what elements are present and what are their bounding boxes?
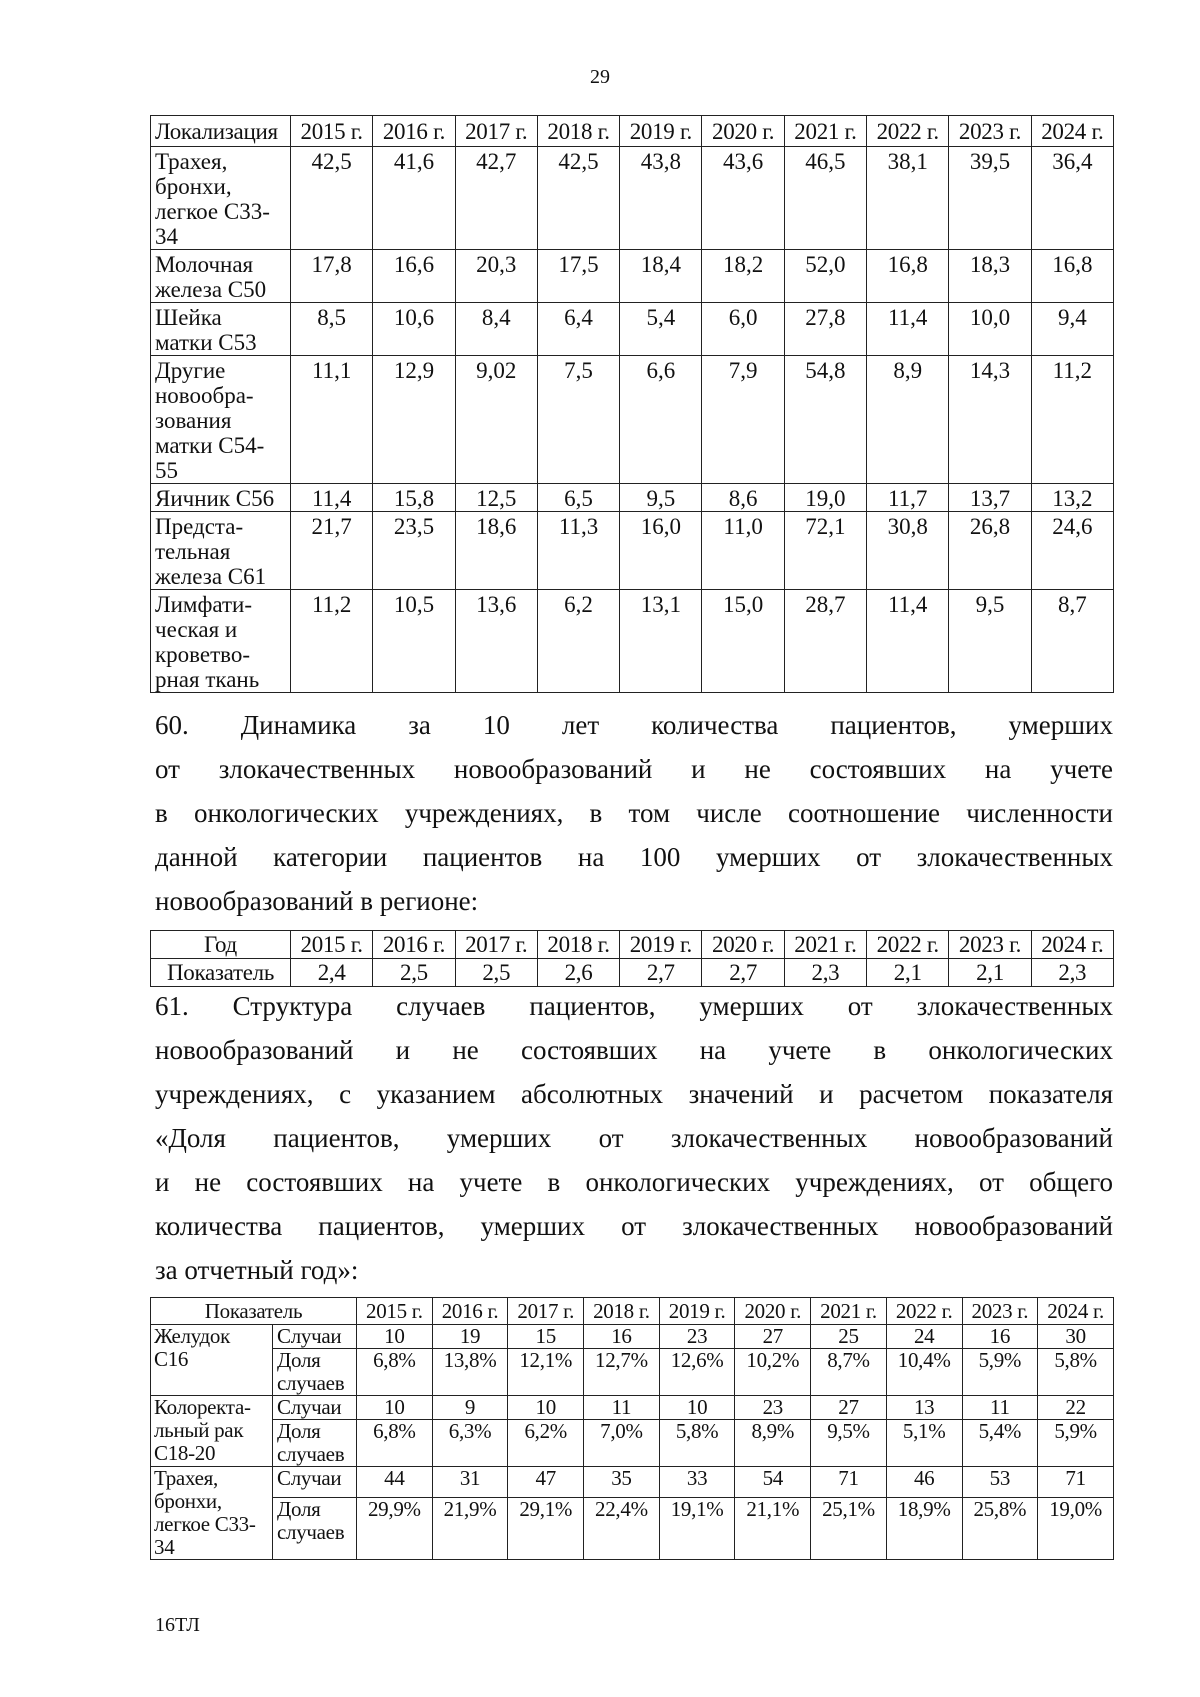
column-header-year: 2017 г. xyxy=(455,116,537,147)
column-header-year: 2023 г. xyxy=(962,1298,1038,1325)
sub-label-share xyxy=(273,1349,357,1396)
table-cell: 42,5 xyxy=(537,147,619,250)
table-cell: 6,2% xyxy=(508,1420,584,1467)
sub-label-cases: Случаи xyxy=(273,1396,357,1420)
label-line: Колоректа- xyxy=(154,1395,251,1419)
table-cell: 8,7 xyxy=(1031,590,1113,693)
column-header-year: 2017 г. xyxy=(455,931,537,959)
table-cell: 46 xyxy=(886,1467,962,1498)
sub-label-share xyxy=(273,1420,357,1467)
text-line: от злокачественных новообразований и не состоявших на учете xyxy=(155,754,1113,784)
label-line: 34 xyxy=(155,224,178,249)
table-cell: 16 xyxy=(584,1325,660,1349)
table-cell: 6,8% xyxy=(357,1349,433,1396)
table-cell: 72,1 xyxy=(784,512,866,590)
column-header-year: 2019 г. xyxy=(659,1298,735,1325)
table-cell: 53 xyxy=(962,1467,1038,1498)
table-cell: 5,1% xyxy=(886,1420,962,1467)
table-cell: 15,8 xyxy=(373,484,455,512)
row-label-localization xyxy=(151,1467,273,1560)
table-cell: 19,0% xyxy=(1038,1498,1114,1560)
table-cell: 23 xyxy=(735,1396,811,1420)
table-cell: 28,7 xyxy=(784,590,866,693)
table-cell: 21,7 xyxy=(291,512,373,590)
table-cell: 12,1% xyxy=(508,1349,584,1396)
localization-table xyxy=(150,115,1114,693)
column-header-year: 2024 г. xyxy=(1031,116,1113,147)
table-cell: 6,3% xyxy=(432,1420,508,1467)
table-row-share xyxy=(151,1420,1114,1467)
table-cell: 11,7 xyxy=(867,484,949,512)
label-line: матки С54- xyxy=(155,433,265,458)
table-cell: 9 xyxy=(432,1396,508,1420)
table-cell: 21,1% xyxy=(735,1498,811,1560)
table-cell: 46,5 xyxy=(784,147,866,250)
table-cell: 12,7% xyxy=(584,1349,660,1396)
table-row-cases xyxy=(151,1396,1114,1420)
table-cell: 52,0 xyxy=(784,250,866,303)
table-row xyxy=(151,303,1114,356)
column-header-year: 2024 г. xyxy=(1031,931,1113,959)
table-row-cases xyxy=(151,1467,1114,1498)
column-header-year: 2022 г. xyxy=(867,931,949,959)
table-cell: 10 xyxy=(508,1396,584,1420)
label-line: С16 xyxy=(154,1347,189,1371)
table-cell: 12,5 xyxy=(455,484,537,512)
row-label-localization xyxy=(151,147,291,250)
table-cell: 2,3 xyxy=(784,959,866,987)
table-cell: 11,0 xyxy=(702,512,784,590)
table-cell: 9,4 xyxy=(1031,303,1113,356)
label-line: легкое С33- xyxy=(154,1512,256,1536)
table-cell: 21,9% xyxy=(432,1498,508,1560)
table-cell: 13,6 xyxy=(455,590,537,693)
table-header-row xyxy=(151,116,1114,147)
table-cell: 5,4% xyxy=(962,1420,1038,1467)
row-label-localization xyxy=(151,303,291,356)
table-cell: 16 xyxy=(962,1325,1038,1349)
table-cell: 43,8 xyxy=(620,147,702,250)
text-line: количества пациентов, умерших от злокачественных новообразований xyxy=(155,1211,1113,1241)
text-line: за отчетный год»: xyxy=(155,1255,359,1285)
table-cell: 8,6 xyxy=(702,484,784,512)
table-cell: 23,5 xyxy=(373,512,455,590)
table-cell: 36,4 xyxy=(1031,147,1113,250)
table-cell: 41,6 xyxy=(373,147,455,250)
indicator-table xyxy=(150,930,1114,987)
column-header-year: 2019 г. xyxy=(620,116,702,147)
table-cell: 13,2 xyxy=(1031,484,1113,512)
label-line: 55 xyxy=(155,458,178,483)
table-cell: 11 xyxy=(584,1396,660,1420)
column-header-indicator: Показатель xyxy=(151,1298,357,1325)
label-line: тельная xyxy=(155,539,231,564)
table-cell: 22,4% xyxy=(584,1498,660,1560)
table-cell: 24,6 xyxy=(1031,512,1113,590)
label-line: льный рак xyxy=(154,1418,244,1442)
column-header-year: 2023 г. xyxy=(949,116,1031,147)
row-label-localization xyxy=(151,1396,273,1467)
table-cell: 54,8 xyxy=(784,356,866,484)
table-cell: 47 xyxy=(508,1467,584,1498)
table-cell: 38,1 xyxy=(867,147,949,250)
table-cell: 10,5 xyxy=(373,590,455,693)
label-line: Предста- xyxy=(155,514,244,539)
table-cell: 2,3 xyxy=(1031,959,1113,987)
table-cell: 30 xyxy=(1038,1325,1114,1349)
label-line: Яичник С56 xyxy=(155,486,275,511)
table-cell: 2,5 xyxy=(455,959,537,987)
column-header-year: 2019 г. xyxy=(620,931,702,959)
table-row xyxy=(151,356,1114,484)
label-line: матки С53 xyxy=(155,330,257,355)
label-line: зования xyxy=(155,408,232,433)
table-cell: 14,3 xyxy=(949,356,1031,484)
table-cell: 25 xyxy=(811,1325,887,1349)
table-cell: 26,8 xyxy=(949,512,1031,590)
column-header-year: 2020 г. xyxy=(702,931,784,959)
table-row-share xyxy=(151,1498,1114,1560)
table-cell: 10,4% xyxy=(886,1349,962,1396)
table-cell: 5,9% xyxy=(1038,1420,1114,1467)
table-cell: 13,7 xyxy=(949,484,1031,512)
table-cell: 11,2 xyxy=(1031,356,1113,484)
table-row xyxy=(151,147,1114,250)
label-line: С18-20 xyxy=(154,1441,216,1465)
table-cell: 9,5% xyxy=(811,1420,887,1467)
table-row-share xyxy=(151,1349,1114,1396)
table-cell: 18,9% xyxy=(886,1498,962,1560)
column-header-year: 2018 г. xyxy=(537,931,619,959)
section-61-text xyxy=(155,984,1113,1292)
label-line: Трахея, xyxy=(155,149,228,174)
table-cell: 5,9% xyxy=(962,1349,1038,1396)
table-row-year xyxy=(151,931,1114,959)
footer-code: 16ТЛ xyxy=(155,1614,200,1636)
table-cell: 35 xyxy=(584,1467,660,1498)
table-cell: 8,9% xyxy=(735,1420,811,1467)
text-line: и не состоявших на учете в онкологических учреждениях, от общего xyxy=(155,1167,1113,1197)
page-number: 29 xyxy=(590,66,610,88)
structure-table xyxy=(150,1297,1114,1560)
table-cell: 42,7 xyxy=(455,147,537,250)
table-cell: 6,6 xyxy=(620,356,702,484)
column-header-year: 2021 г. xyxy=(784,116,866,147)
label-line: Доля xyxy=(277,1497,321,1522)
table-row xyxy=(151,590,1114,693)
table-cell: 10 xyxy=(659,1396,735,1420)
column-header-year: 2023 г. xyxy=(949,931,1031,959)
text-line: данной категории пациентов на 100 умерших от злокачественных xyxy=(155,842,1113,872)
table-cell: 10,2% xyxy=(735,1349,811,1396)
table-cell: 2,7 xyxy=(620,959,702,987)
table-cell: 19,0 xyxy=(784,484,866,512)
label-line: железа С50 xyxy=(155,277,267,302)
column-header-year: 2021 г. xyxy=(784,931,866,959)
table-cell: 18,2 xyxy=(702,250,784,303)
column-header-localization: Локализация xyxy=(151,116,291,147)
table-cell: 6,4 xyxy=(537,303,619,356)
table-cell: 12,6% xyxy=(659,1349,735,1396)
label-line: Доля xyxy=(277,1419,321,1443)
table-cell: 10,0 xyxy=(949,303,1031,356)
table-cell: 27 xyxy=(735,1325,811,1349)
table-cell: 24 xyxy=(886,1325,962,1349)
sub-label-cases: Случаи xyxy=(273,1467,357,1498)
table-cell: 7,0% xyxy=(584,1420,660,1467)
column-header-year: 2016 г. xyxy=(432,1298,508,1325)
column-header-year: 2016 г. xyxy=(373,116,455,147)
column-header-year: 2015 г. xyxy=(291,116,373,147)
row-label-localization xyxy=(151,356,291,484)
column-header-year: 2018 г. xyxy=(584,1298,660,1325)
label-line: Шейка xyxy=(155,305,222,330)
table-cell: 15,0 xyxy=(702,590,784,693)
table-cell: 10,6 xyxy=(373,303,455,356)
column-header-year: 2021 г. xyxy=(811,1298,887,1325)
label-line: Другие xyxy=(155,358,226,383)
text-line: новообразований и не состоявших на учете в онкологических xyxy=(155,1035,1113,1065)
table-cell: 25,8% xyxy=(962,1498,1038,1560)
label-line: Молочная xyxy=(155,252,254,277)
table-row xyxy=(151,512,1114,590)
sub-label-share xyxy=(273,1498,357,1560)
label-line: железа С61 xyxy=(155,564,267,589)
column-header-year: 2024 г. xyxy=(1038,1298,1114,1325)
table-row-indicator xyxy=(151,959,1114,987)
row-label-indicator: Показатель xyxy=(151,959,291,987)
column-header-year: 2018 г. xyxy=(537,116,619,147)
column-header-year: 2017 г. xyxy=(508,1298,584,1325)
table-cell: 8,4 xyxy=(455,303,537,356)
label-line: бронхи, xyxy=(155,174,232,199)
table-cell: 19,1% xyxy=(659,1498,735,1560)
row-label-localization xyxy=(151,250,291,303)
table-header-row xyxy=(151,1298,1114,1325)
label-line: рная ткань xyxy=(155,667,260,692)
table-cell: 10 xyxy=(357,1325,433,1349)
table-cell: 8,7% xyxy=(811,1349,887,1396)
text-line: 60. Динамика за 10 лет количества пациентов, умерших xyxy=(155,710,1113,740)
table-cell: 44 xyxy=(357,1467,433,1498)
table-cell: 19 xyxy=(432,1325,508,1349)
table-cell: 8,9 xyxy=(867,356,949,484)
table-cell: 54 xyxy=(735,1467,811,1498)
label-line: кроветво- xyxy=(155,642,251,667)
table-cell: 11,4 xyxy=(867,590,949,693)
table-cell: 16,0 xyxy=(620,512,702,590)
label-line: новообра- xyxy=(155,383,254,408)
label-line: Желудок xyxy=(154,1324,231,1348)
table-cell: 12,9 xyxy=(373,356,455,484)
table-cell: 2,4 xyxy=(291,959,373,987)
table-cell: 15 xyxy=(508,1325,584,1349)
column-header-year: 2022 г. xyxy=(867,116,949,147)
row-label-year: Год xyxy=(151,931,291,959)
table-cell: 6,5 xyxy=(537,484,619,512)
table-cell: 6,2 xyxy=(537,590,619,693)
row-label-localization xyxy=(151,512,291,590)
column-header-year: 2016 г. xyxy=(373,931,455,959)
table-cell: 33 xyxy=(659,1467,735,1498)
table-cell: 7,5 xyxy=(537,356,619,484)
label-line: легкое С33- xyxy=(155,199,270,224)
table-cell: 17,5 xyxy=(537,250,619,303)
row-label-localization xyxy=(151,484,291,512)
table-cell: 31 xyxy=(432,1467,508,1498)
label-line: Доля xyxy=(277,1348,321,1372)
table-row xyxy=(151,250,1114,303)
table-cell: 9,02 xyxy=(455,356,537,484)
table-cell: 11,2 xyxy=(291,590,373,693)
table-cell: 25,1% xyxy=(811,1498,887,1560)
table-cell: 71 xyxy=(811,1467,887,1498)
table-cell: 11,4 xyxy=(291,484,373,512)
table-cell: 11,1 xyxy=(291,356,373,484)
table-cell: 23 xyxy=(659,1325,735,1349)
table-cell: 18,4 xyxy=(620,250,702,303)
label-line: ческая и xyxy=(155,617,238,642)
table-cell: 5,4 xyxy=(620,303,702,356)
table-row-cases xyxy=(151,1325,1114,1349)
table-cell: 9,5 xyxy=(620,484,702,512)
sub-label-cases: Случаи xyxy=(273,1325,357,1349)
text-line: 61. Структура случаев пациентов, умерших от злокачественных xyxy=(155,991,1113,1021)
text-line: в онкологических учреждениях, в том числе соотношение численности xyxy=(155,798,1113,828)
section-60-text xyxy=(155,703,1113,923)
table-cell: 6,0 xyxy=(702,303,784,356)
table-cell: 39,5 xyxy=(949,147,1031,250)
label-line: бронхи, xyxy=(154,1489,222,1513)
row-label-localization xyxy=(151,1325,273,1396)
table-cell: 20,3 xyxy=(455,250,537,303)
label-line: случаев xyxy=(277,1442,345,1466)
label-line: Трахея, xyxy=(154,1466,218,1490)
column-header-year: 2020 г. xyxy=(702,116,784,147)
table-cell: 13,1 xyxy=(620,590,702,693)
text-line: учреждениях, с указанием абсолютных значений и расчетом показателя xyxy=(155,1079,1113,1109)
table-cell: 29,9% xyxy=(357,1498,433,1560)
table-cell: 2,1 xyxy=(867,959,949,987)
table-cell: 16,6 xyxy=(373,250,455,303)
table-cell: 18,6 xyxy=(455,512,537,590)
table-cell: 71 xyxy=(1038,1467,1114,1498)
table-cell: 42,5 xyxy=(291,147,373,250)
table-cell: 5,8% xyxy=(1038,1349,1114,1396)
table-cell: 16,8 xyxy=(867,250,949,303)
table-cell: 11,3 xyxy=(537,512,619,590)
table-cell: 2,6 xyxy=(537,959,619,987)
table-cell: 11 xyxy=(962,1396,1038,1420)
table-cell: 10 xyxy=(357,1396,433,1420)
table-cell: 27 xyxy=(811,1396,887,1420)
table-cell: 8,5 xyxy=(291,303,373,356)
table-cell: 6,8% xyxy=(357,1420,433,1467)
table-cell: 7,9 xyxy=(702,356,784,484)
table-cell: 5,8% xyxy=(659,1420,735,1467)
label-line: 34 xyxy=(154,1535,175,1559)
table-cell: 16,8 xyxy=(1031,250,1113,303)
table-cell: 2,5 xyxy=(373,959,455,987)
column-header-year: 2022 г. xyxy=(886,1298,962,1325)
label-line: случаев xyxy=(277,1371,345,1395)
column-header-year: 2015 г. xyxy=(357,1298,433,1325)
table-cell: 43,6 xyxy=(702,147,784,250)
table-cell: 13,8% xyxy=(432,1349,508,1396)
text-line: новообразований в регионе: xyxy=(155,886,479,916)
table-cell: 13 xyxy=(886,1396,962,1420)
label-line: Лимфати- xyxy=(155,592,252,617)
column-header-year: 2020 г. xyxy=(735,1298,811,1325)
table-row xyxy=(151,484,1114,512)
label-line: случаев xyxy=(277,1520,345,1545)
column-header-year: 2015 г. xyxy=(291,931,373,959)
table-cell: 17,8 xyxy=(291,250,373,303)
table-cell: 29,1% xyxy=(508,1498,584,1560)
text-line: «Доля пациентов, умерших от злокачественных новообразований xyxy=(155,1123,1113,1153)
table-cell: 18,3 xyxy=(949,250,1031,303)
row-label-localization xyxy=(151,590,291,693)
table-cell: 27,8 xyxy=(784,303,866,356)
table-cell: 9,5 xyxy=(949,590,1031,693)
table-cell: 22 xyxy=(1038,1396,1114,1420)
table-cell: 2,1 xyxy=(949,959,1031,987)
table-cell: 30,8 xyxy=(867,512,949,590)
table-cell: 11,4 xyxy=(867,303,949,356)
table-cell: 2,7 xyxy=(702,959,784,987)
